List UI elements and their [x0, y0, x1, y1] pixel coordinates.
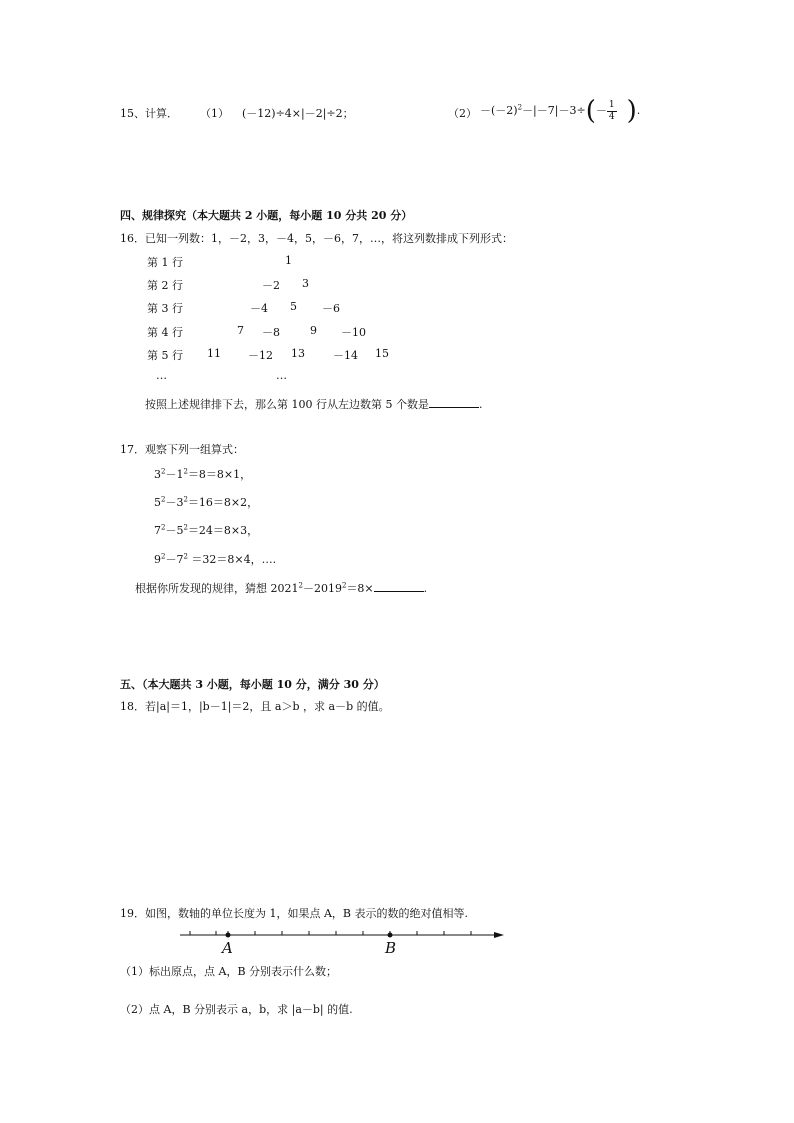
- guess-exp: 2: [341, 581, 347, 590]
- q16-question-end: .: [478, 398, 483, 411]
- eq-a: 3: [154, 468, 161, 481]
- left-paren: (: [585, 96, 596, 126]
- eq-exp: 2: [183, 523, 188, 532]
- q19-part1: （1）标出原点，点 A，B 分别表示什么数；: [120, 965, 338, 978]
- equation-3: [154, 522, 258, 538]
- row-value: －12: [248, 349, 273, 362]
- q15-part2-exponent: 2: [517, 103, 523, 112]
- fraction-denominator: 4: [608, 111, 615, 122]
- point-a-label: A: [222, 939, 233, 957]
- row-label: 第 4 行: [147, 326, 183, 339]
- q17-guess: [135, 580, 427, 596]
- guess-exp: 2: [298, 581, 303, 590]
- q18-text: 18．若|a|＝1，|b－1|＝2，且 a＞b ，求 a－b 的值。: [120, 700, 390, 713]
- row-3: [0, 300, 794, 314]
- eq-exp: 2: [161, 552, 166, 561]
- q16-intro: 16．已知一列数：1，－2，3，－4，5，－6，7，…，将这列数排成下列形式：: [120, 232, 513, 245]
- q19-part2: （2）点 A，B 分别表示 a，b，求 |a－b| 的值.: [120, 1003, 353, 1016]
- eq-rest: ＝32＝8×4，….: [187, 553, 277, 566]
- eq-rest: ＝8＝8×1，: [187, 468, 252, 481]
- row-value: －10: [341, 326, 366, 339]
- point-a-dot: [226, 933, 231, 938]
- eq-a: 5: [154, 496, 161, 509]
- row-1: [0, 254, 794, 268]
- row-value: －2: [262, 279, 280, 292]
- q15-part2-rest: －|－7|－3÷: [522, 104, 586, 117]
- equation-4: [154, 551, 276, 567]
- q16-question: [145, 396, 482, 412]
- eq-minus: －: [165, 468, 177, 481]
- q17-intro: 17．观察下列一组算式：: [120, 443, 244, 456]
- row-value: 5: [290, 300, 297, 313]
- right-paren: ): [626, 96, 637, 126]
- row-value: －14: [333, 349, 358, 362]
- guess-part3: ＝8×: [346, 582, 374, 595]
- ellipsis-left: …: [156, 369, 167, 382]
- q19-intro: 19．如图，数轴的单位长度为 1，如果点 A，B 表示的数的绝对值相等.: [120, 907, 469, 920]
- row-value: 11: [207, 347, 221, 360]
- q15-part2-expression: [480, 94, 640, 128]
- answer-blank[interactable]: [374, 581, 424, 592]
- eq-a: 7: [154, 524, 161, 537]
- row-4: [0, 324, 794, 338]
- equation-1: [154, 466, 251, 482]
- row-value: 7: [237, 324, 244, 337]
- eq-b: 7: [176, 553, 184, 566]
- eq-b: 1: [176, 468, 184, 481]
- eq-minus: －: [165, 524, 177, 537]
- fraction-numerator: 1: [608, 99, 615, 110]
- q16-question-text: 按照上述规律排下去，那么第 100 行从左边数第 5 个数是: [145, 398, 429, 411]
- q15-part1-expression: (－12)÷4×|－2|÷2；: [242, 107, 354, 120]
- tick-marks: [190, 931, 471, 935]
- row-value: 13: [291, 347, 305, 360]
- eq-a: 9: [154, 553, 161, 566]
- ellipsis-mid: …: [276, 369, 287, 382]
- eq-exp: 2: [183, 467, 188, 476]
- eq-exp: 2: [161, 467, 166, 476]
- axis-arrow: [494, 932, 504, 938]
- q15-label: 15、计算．: [120, 107, 178, 120]
- row-value: 9: [310, 324, 317, 337]
- equation-2: [154, 494, 258, 510]
- eq-exp: 2: [183, 552, 188, 561]
- guess-part1: 根据你所发现的规律，猜想 2021: [135, 582, 299, 595]
- row-2: [0, 277, 794, 291]
- row-value: －6: [322, 302, 340, 315]
- row-label: 第 2 行: [147, 279, 183, 292]
- guess-part2: －2019: [302, 582, 342, 595]
- answer-blank[interactable]: [429, 397, 479, 408]
- row-value: －8: [262, 326, 280, 339]
- fraction-sign: －: [595, 104, 607, 117]
- eq-exp: 2: [161, 523, 166, 532]
- eq-b: 5: [176, 524, 184, 537]
- row-value: －4: [250, 302, 268, 315]
- row-5: [0, 347, 794, 361]
- q15-part2-base: －(－2): [480, 104, 518, 117]
- eq-rest: ＝24＝8×3，: [187, 524, 259, 537]
- guess-end: .: [423, 582, 428, 595]
- point-b-dot: [388, 933, 393, 938]
- row-label: 第 3 行: [147, 302, 183, 315]
- fraction: [607, 100, 617, 123]
- row-value: 3: [302, 277, 309, 290]
- row-label: 第 5 行: [147, 349, 183, 362]
- q15-part1-label: （1）: [200, 107, 229, 120]
- eq-exp: 2: [161, 495, 166, 504]
- row-label: 第 1 行: [147, 256, 183, 269]
- point-b-label: B: [385, 939, 397, 957]
- q15-tail: .: [636, 104, 641, 117]
- eq-minus: －: [165, 496, 177, 509]
- eq-minus: －: [165, 553, 177, 566]
- row-value: 15: [375, 347, 389, 360]
- eq-rest: ＝16＝8×2，: [187, 496, 259, 509]
- eq-b: 3: [176, 496, 184, 509]
- section4-heading: 四、规律探究（本大题共 2 小题，每小题 10 分共 20 分）: [120, 209, 413, 222]
- row-value: 1: [285, 254, 292, 267]
- eq-exp: 2: [183, 495, 188, 504]
- section5-heading: 五、（本大题共 3 小题，每小题 10 分，满分 30 分）: [120, 678, 385, 691]
- q15-part2-label: （2）: [448, 107, 477, 120]
